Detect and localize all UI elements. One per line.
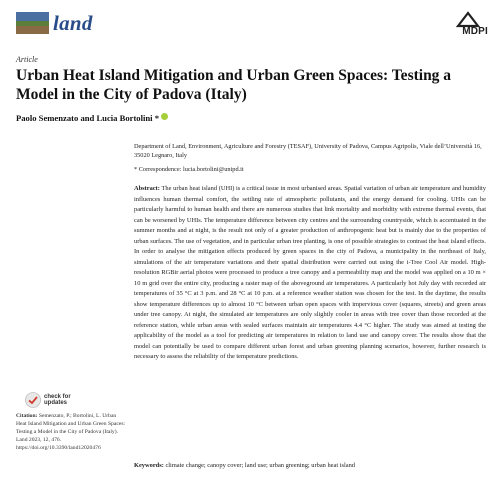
author-list bbox=[16, 113, 168, 123]
article-title: Urban Heat Island Mitigation and Urban Green Spaces: Testing a Model in the City of Padova (Italy) bbox=[16, 67, 452, 103]
publisher-label: MDPI bbox=[462, 26, 488, 37]
journal-logo[interactable] bbox=[16, 12, 93, 34]
keywords bbox=[134, 462, 355, 469]
citation-label: Citation: bbox=[16, 413, 38, 419]
keywords-text: climate change; canopy cover; land use; urban greening; urban heat island bbox=[165, 462, 355, 469]
correspondence: * Correspondence: lucia.bortolini@unipd.it bbox=[134, 166, 244, 173]
keywords-label: Keywords: bbox=[134, 462, 164, 469]
journal-name: land bbox=[53, 11, 93, 35]
check-for-updates-button[interactable] bbox=[25, 392, 71, 408]
affiliation: Department of Land, Environment, Agriculture and Forestry (TESAF), University of Padova, Campus Agripolis, Viale dell’Università 16, 35020 Legnaro, Italy bbox=[134, 143, 482, 159]
article-type: Article bbox=[16, 55, 38, 64]
check-updates-line1: check for bbox=[44, 393, 71, 400]
citation bbox=[16, 412, 128, 452]
abstract-text: The urban heat island (UHI) is a critical issue in most urbanised areas. Spatial variation of urban air temperature and humidity influences human thermal comfort, the settling rate of atmospheric pollutants, and the energy demand for cooling. UHIs can be particularly harmful to human health and there are numerous studies that link mortality and morbidity with extreme thermal events, that can be worsened by UHIs. The temperature difference between city centres and the surrounding countryside, which is accentuated in the summer months and at night, is the result not only of a greater production of anthropogenic heat but is mainly due to the properties of urban surfaces. The use of vegetation, and in particular urban tree planting, is one of possible strategies to contrast the heat island effects. In order to analyse the mitigation effects produced by green spaces in the city of Padova, a municipality in the northeast of Italy, simulations of the air temperature variations and their spatial distribution were carried out using the i-Tree Cool Air model. High-resolution RGBir aerial photos were processed to produce a tree canopy and a permeability map and the model was applied on a 10 m × 10 m grid over the entire city, producing a raster map of the aboveground air temperatures. A particularly hot July day with recorded air temperatures of 35 °C at 3 p.m. and 28 °C at 10 p.m. at a reference weather station was chosen for the test. In the daytime, the results show temperature differences up to almost 10 °C between urban open spaces with impervious cover (squares, streets) and green areas under tree canopy. At night, the simulated air temperatures are only slightly cooler in areas with tree cover than those recorded at the reference station, while urban areas with sealed surfaces maintain air temperatures 4.4 °C higher. The study was aimed at testing the applicability of the model as a tool for predicting air temperatures in relation to land use and canopy cover. The results show that the model can potentially be used to compare different urban forest and urban greening planning scenarios, however, further research is necessary to assess the reliability of the temperature predictions. bbox=[134, 185, 487, 360]
check-updates-line2: updates bbox=[44, 400, 68, 406]
citation-text: Semenzato, P.; Bortolini, L. Urban Heat Island Mitigation and Urban Green Spaces: Testing a Model in the City of Padova (Italy). Land 2023, 12, 476. https://doi.org/10.3390/land12020476 bbox=[16, 413, 126, 451]
check-updates-label bbox=[44, 394, 71, 407]
orcid-icon[interactable] bbox=[161, 113, 168, 120]
abstract bbox=[134, 184, 486, 363]
abstract-label: Abstract: bbox=[134, 185, 160, 192]
authors-text: Paolo Semenzato and Lucia Bortolini * bbox=[16, 113, 159, 123]
check-updates-icon bbox=[25, 392, 41, 408]
journal-thumbnail-icon bbox=[16, 12, 49, 34]
